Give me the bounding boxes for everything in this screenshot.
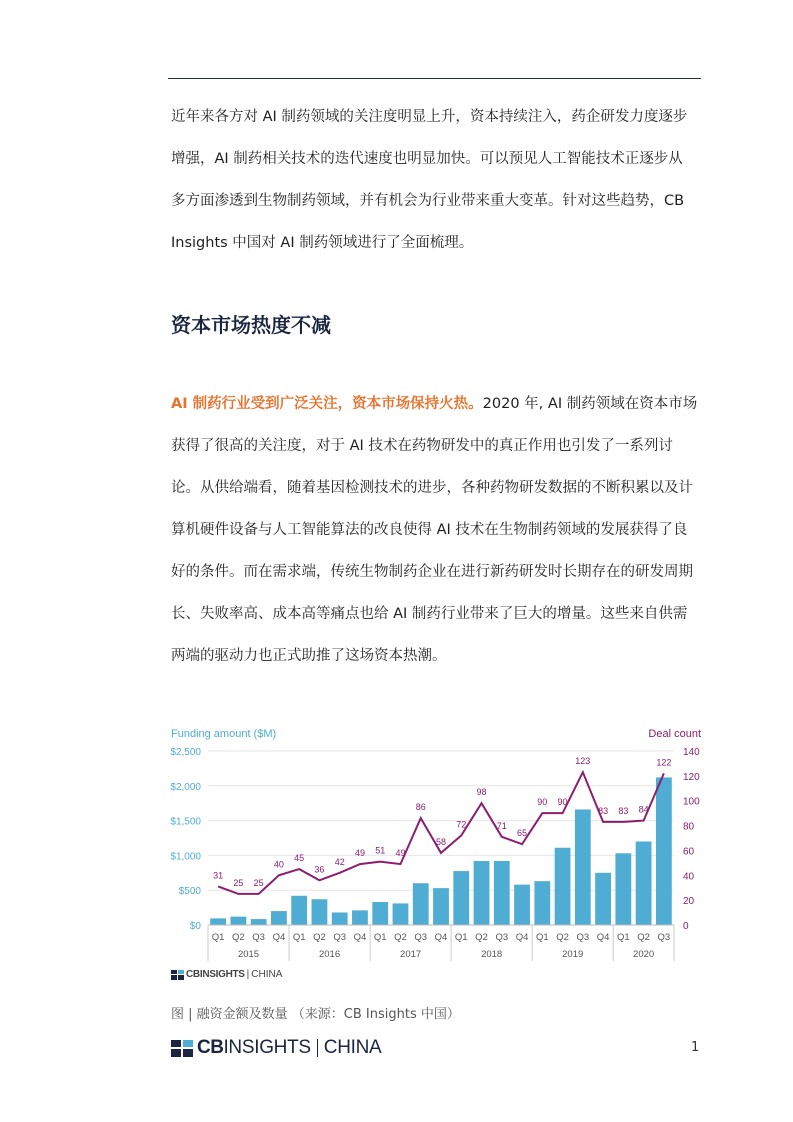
deal-count-label: 83 — [618, 805, 629, 816]
capital-line: 获得了很高的关注度，对于 AI 技术在药物研发中的真正作用也引发了一系列讨 — [171, 438, 673, 454]
y2-tick-label: 40 — [683, 871, 695, 883]
funding-bar — [210, 918, 226, 925]
footer-logo-tail: CHINA — [323, 1037, 382, 1058]
y2-tick-label: 60 — [683, 846, 695, 858]
deal-count-label: 90 — [537, 797, 548, 808]
funding-bar — [615, 853, 631, 925]
deal-count-label: 25 — [233, 877, 244, 888]
x-tick-label: Q1 — [211, 932, 225, 943]
x-tick-label: Q3 — [333, 932, 347, 943]
funding-bar — [352, 910, 368, 925]
x-tick-label: Q1 — [373, 932, 387, 943]
capital-paragraph — [171, 383, 706, 677]
chart-source-logo — [171, 969, 282, 980]
funding-bar — [393, 903, 409, 925]
intro-line: Insights 中国对 AI 制药领域进行了全面梳理。 — [171, 235, 474, 251]
x-tick-label: Q4 — [272, 932, 286, 943]
y-tick-label: $0 — [189, 921, 201, 932]
x-tick-label: Q2 — [394, 932, 407, 943]
funding-bar — [413, 883, 429, 925]
year-label: 2020 — [633, 949, 655, 960]
deal-count-label: 31 — [213, 870, 224, 881]
deal-count-label: 72 — [456, 819, 467, 830]
page-number: 1 — [691, 1040, 700, 1055]
deal-count-label: 49 — [354, 848, 365, 859]
x-tick-label: Q4 — [596, 932, 610, 943]
funding-bar — [312, 899, 328, 925]
highlight-text: AI 制药行业受到广泛关注，资本市场保持火热。 — [171, 396, 483, 412]
figure-caption: 图 | 融资金额及数量 （来源：CB Insights 中国） — [171, 1007, 460, 1022]
x-tick-label: Q2 — [475, 932, 488, 943]
x-tick-label: Q1 — [454, 932, 468, 943]
y2-axis-title: Deal count — [648, 728, 701, 740]
footer-logo — [171, 1037, 381, 1059]
y-tick-label: $2,000 — [170, 781, 201, 793]
capital-line — [171, 383, 706, 425]
intro-line: 增强，AI 制药相关技术的迭代速度也明显加快。可以预见人工智能技术正逐步从 — [171, 151, 683, 167]
x-tick-label: Q4 — [434, 932, 448, 943]
deal-count-label: 58 — [435, 836, 447, 847]
y2-tick-label: 20 — [683, 896, 695, 908]
funding-bar — [230, 917, 246, 925]
capital-line: 好的条件。而在需求端，传统生物制药企业在进行新药研发时长期存在的研发周期 — [171, 564, 693, 580]
footer-logo-sep — [317, 1039, 318, 1057]
funding-bar — [433, 888, 449, 925]
x-tick-label: Q1 — [535, 932, 549, 943]
y-tick-label: $2,500 — [170, 747, 201, 758]
funding-bar — [291, 896, 307, 925]
chart-logo-sep: | — [246, 969, 250, 980]
intro-line: 多方面渗透到生物制药领域，并有机会为行业带来重大变革。针对这些趋势，CB — [171, 193, 685, 209]
deal-count-label: 71 — [496, 820, 507, 831]
funding-bar — [636, 841, 652, 925]
deal-count-label: 51 — [375, 845, 386, 856]
footer-logo-bold: CB — [197, 1037, 224, 1058]
funding-bar — [494, 861, 510, 925]
x-tick-label: Q3 — [495, 932, 509, 943]
y2-tick-label: 0 — [683, 921, 689, 932]
deal-count-label: 65 — [517, 828, 528, 839]
deal-count-label: 36 — [314, 864, 325, 875]
capital-line: 长、失败率高、成本高等痛点也给 AI 制药行业带来了巨大的增量。这些来自供需 — [171, 606, 688, 622]
x-tick-label: Q2 — [232, 932, 245, 943]
funding-bar — [575, 809, 591, 925]
funding-bar — [372, 902, 388, 925]
footer-logo-rest: INSIGHTS — [223, 1037, 311, 1058]
capital-line: 论。从供给端看，随着基因检测技术的进步，各种药物研发数据的不断积累以及计 — [171, 480, 693, 496]
deal-count-label: 49 — [395, 848, 406, 859]
y2-tick-label: 80 — [683, 821, 695, 833]
funding-bar — [514, 885, 530, 925]
y-axis-title: Funding amount ($M) — [171, 728, 277, 740]
x-tick-label: Q2 — [313, 932, 326, 943]
deal-count-label: 122 — [656, 757, 672, 768]
funding-chart — [160, 720, 710, 965]
cb-logo-icon — [171, 1040, 193, 1057]
year-label: 2017 — [400, 949, 422, 960]
funding-bar — [656, 777, 672, 925]
intro-paragraph — [171, 96, 706, 264]
deal-count-label: 123 — [575, 756, 591, 767]
chart-logo-bold: CBINSIGHTS — [186, 969, 245, 980]
funding-bar — [251, 919, 267, 925]
deal-count-label: 25 — [253, 877, 264, 888]
funding-bar — [271, 911, 287, 925]
year-label: 2019 — [562, 949, 584, 960]
year-label: 2015 — [237, 949, 260, 960]
funding-bar — [595, 873, 611, 925]
deal-count-label: 84 — [638, 804, 649, 815]
x-tick-label: Q3 — [252, 932, 265, 943]
funding-bar — [332, 912, 348, 925]
year-label: 2018 — [481, 949, 503, 960]
y2-tick-label: 140 — [683, 747, 700, 758]
x-tick-label: Q3 — [657, 932, 671, 943]
y2-tick-label: 120 — [683, 771, 700, 783]
y-tick-label: $1,500 — [170, 816, 201, 828]
chart-logo-rest: CHINA — [251, 969, 283, 980]
x-tick-label: Q4 — [515, 932, 529, 943]
x-tick-label: Q1 — [292, 932, 306, 943]
x-tick-label: Q4 — [353, 932, 367, 943]
deal-count-label: 42 — [334, 856, 345, 867]
funding-bar — [534, 881, 550, 925]
deal-count-label: 98 — [476, 787, 487, 798]
y2-tick-label: 100 — [683, 796, 700, 808]
x-tick-label: Q3 — [414, 932, 428, 943]
deal-count-label: 90 — [557, 797, 568, 808]
intro-line: 近年来各方对 AI 制药领域的关注度明显上升，资本持续注入，药企研发力度逐步 — [171, 109, 688, 125]
funding-bar — [453, 871, 469, 925]
deal-count-label: 40 — [273, 859, 284, 870]
x-tick-label: Q2 — [556, 932, 569, 943]
x-tick-label: Q3 — [576, 932, 590, 943]
funding-bar — [555, 848, 571, 925]
year-label: 2016 — [318, 949, 341, 960]
capital-line: 两端的驱动力也正式助推了这场资本热潮。 — [171, 648, 447, 664]
y-tick-label: $1,000 — [170, 851, 201, 863]
y-tick-label: $500 — [178, 886, 201, 898]
section-title: 资本市场热度不减 — [171, 313, 331, 337]
header-rule — [168, 78, 701, 79]
x-tick-label: Q1 — [617, 932, 630, 943]
x-tick-label: Q2 — [637, 932, 650, 943]
cb-logo-icon — [171, 970, 184, 980]
deal-count-label: 86 — [415, 802, 426, 813]
first-line-rest: 2020 年, AI 制药领域在资本市场 — [482, 396, 698, 412]
deal-count-label: 45 — [294, 853, 305, 864]
capital-line: 算机硬件设备与人工智能算法的改良使得 AI 技术在生物制药领域的发展获得了良 — [171, 522, 688, 538]
funding-bar — [474, 861, 490, 925]
deal-count-label: 83 — [598, 805, 609, 816]
